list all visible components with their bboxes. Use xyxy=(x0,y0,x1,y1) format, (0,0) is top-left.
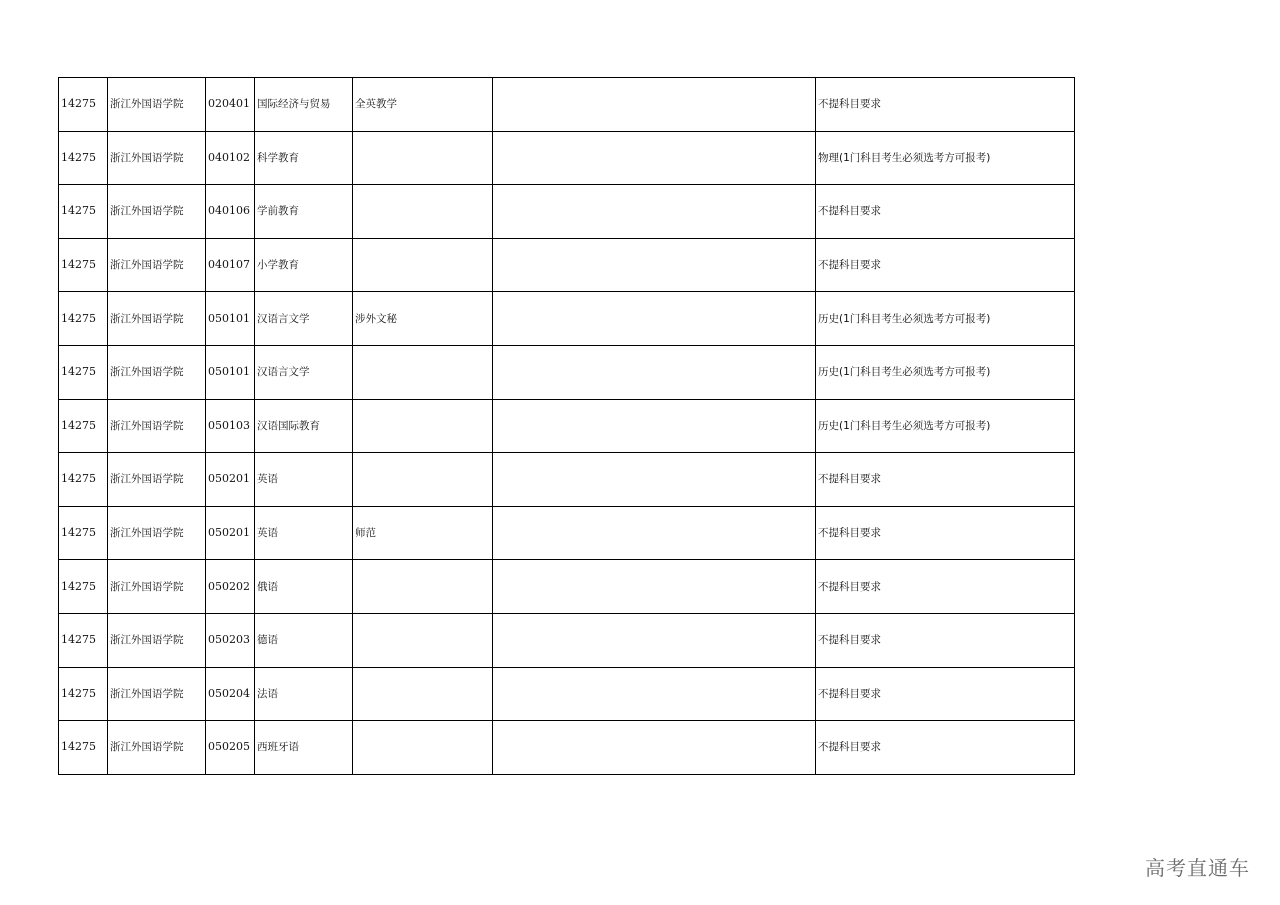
school-name-cell: 浙江外国语学院 xyxy=(108,453,206,507)
direction-cell xyxy=(353,399,493,453)
school-name-cell: 浙江外国语学院 xyxy=(108,238,206,292)
school-name-cell: 浙江外国语学院 xyxy=(108,560,206,614)
major-code-cell: 040106 xyxy=(206,185,255,239)
requirement-cell: 历史(1门科目考生必须选考方可报考) xyxy=(816,345,1075,399)
table-body xyxy=(59,78,1075,775)
school-code-cell: 14275 xyxy=(59,292,108,346)
direction-cell: 全英教学 xyxy=(353,78,493,132)
requirement-cell: 历史(1门科目考生必须选考方可报考) xyxy=(816,292,1075,346)
major-name-cell: 小学教育 xyxy=(255,238,353,292)
major-name-cell: 学前教育 xyxy=(255,185,353,239)
table-row xyxy=(59,131,1075,185)
watermark-text: 高考直通车 xyxy=(1145,856,1250,880)
table-row xyxy=(59,185,1075,239)
major-code-cell: 050202 xyxy=(206,560,255,614)
note-cell xyxy=(493,453,816,507)
school-name-cell: 浙江外国语学院 xyxy=(108,185,206,239)
school-name-cell: 浙江外国语学院 xyxy=(108,292,206,346)
note-cell xyxy=(493,131,816,185)
major-code-cell: 050204 xyxy=(206,667,255,721)
school-code-cell: 14275 xyxy=(59,453,108,507)
direction-cell xyxy=(353,238,493,292)
table-row xyxy=(59,345,1075,399)
note-cell xyxy=(493,78,816,132)
direction-cell xyxy=(353,131,493,185)
school-code-cell: 14275 xyxy=(59,185,108,239)
direction-cell xyxy=(353,345,493,399)
requirement-cell: 不提科目要求 xyxy=(816,560,1075,614)
table-row xyxy=(59,560,1075,614)
requirement-cell: 不提科目要求 xyxy=(816,238,1075,292)
direction-cell xyxy=(353,613,493,667)
direction-cell xyxy=(353,667,493,721)
table-row xyxy=(59,238,1075,292)
school-name-cell: 浙江外国语学院 xyxy=(108,345,206,399)
school-code-cell: 14275 xyxy=(59,560,108,614)
requirement-cell: 不提科目要求 xyxy=(816,613,1075,667)
direction-cell xyxy=(353,453,493,507)
major-code-cell: 050201 xyxy=(206,506,255,560)
subject-requirement-table xyxy=(58,77,1075,775)
note-cell xyxy=(493,613,816,667)
school-name-cell: 浙江外国语学院 xyxy=(108,506,206,560)
table-row xyxy=(59,292,1075,346)
note-cell xyxy=(493,721,816,775)
major-name-cell: 汉语言文学 xyxy=(255,345,353,399)
direction-cell: 涉外文秘 xyxy=(353,292,493,346)
major-code-cell: 050103 xyxy=(206,399,255,453)
major-name-cell: 西班牙语 xyxy=(255,721,353,775)
major-name-cell: 德语 xyxy=(255,613,353,667)
major-name-cell: 国际经济与贸易 xyxy=(255,78,353,132)
school-code-cell: 14275 xyxy=(59,78,108,132)
school-code-cell: 14275 xyxy=(59,345,108,399)
table-row xyxy=(59,506,1075,560)
major-code-cell: 040107 xyxy=(206,238,255,292)
school-code-cell: 14275 xyxy=(59,131,108,185)
major-code-cell: 050205 xyxy=(206,721,255,775)
direction-cell xyxy=(353,721,493,775)
major-name-cell: 汉语国际教育 xyxy=(255,399,353,453)
school-name-cell: 浙江外国语学院 xyxy=(108,131,206,185)
direction-cell: 师范 xyxy=(353,506,493,560)
requirement-cell: 不提科目要求 xyxy=(816,185,1075,239)
note-cell xyxy=(493,667,816,721)
note-cell xyxy=(493,399,816,453)
table-row xyxy=(59,453,1075,507)
requirement-cell: 不提科目要求 xyxy=(816,667,1075,721)
note-cell xyxy=(493,292,816,346)
school-code-cell: 14275 xyxy=(59,667,108,721)
major-name-cell: 俄语 xyxy=(255,560,353,614)
requirement-cell: 物理(1门科目考生必须选考方可报考) xyxy=(816,131,1075,185)
major-code-cell: 020401 xyxy=(206,78,255,132)
school-name-cell: 浙江外国语学院 xyxy=(108,78,206,132)
requirement-cell: 历史(1门科目考生必须选考方可报考) xyxy=(816,399,1075,453)
direction-cell xyxy=(353,560,493,614)
major-name-cell: 英语 xyxy=(255,453,353,507)
table-row xyxy=(59,78,1075,132)
note-cell xyxy=(493,560,816,614)
table-row xyxy=(59,399,1075,453)
school-name-cell: 浙江外国语学院 xyxy=(108,721,206,775)
school-code-cell: 14275 xyxy=(59,506,108,560)
requirement-cell: 不提科目要求 xyxy=(816,453,1075,507)
major-name-cell: 汉语言文学 xyxy=(255,292,353,346)
requirement-cell: 不提科目要求 xyxy=(816,506,1075,560)
note-cell xyxy=(493,238,816,292)
requirement-cell: 不提科目要求 xyxy=(816,78,1075,132)
major-code-cell: 040102 xyxy=(206,131,255,185)
direction-cell xyxy=(353,185,493,239)
major-code-cell: 050101 xyxy=(206,345,255,399)
note-cell xyxy=(493,345,816,399)
major-code-cell: 050203 xyxy=(206,613,255,667)
school-name-cell: 浙江外国语学院 xyxy=(108,667,206,721)
major-code-cell: 050201 xyxy=(206,453,255,507)
major-code-cell: 050101 xyxy=(206,292,255,346)
major-name-cell: 科学教育 xyxy=(255,131,353,185)
school-name-cell: 浙江外国语学院 xyxy=(108,399,206,453)
note-cell xyxy=(493,506,816,560)
requirement-cell: 不提科目要求 xyxy=(816,721,1075,775)
school-code-cell: 14275 xyxy=(59,613,108,667)
table-row xyxy=(59,667,1075,721)
school-code-cell: 14275 xyxy=(59,399,108,453)
note-cell xyxy=(493,185,816,239)
major-name-cell: 法语 xyxy=(255,667,353,721)
major-name-cell: 英语 xyxy=(255,506,353,560)
school-code-cell: 14275 xyxy=(59,721,108,775)
table-row xyxy=(59,613,1075,667)
table-row xyxy=(59,721,1075,775)
school-name-cell: 浙江外国语学院 xyxy=(108,613,206,667)
school-code-cell: 14275 xyxy=(59,238,108,292)
